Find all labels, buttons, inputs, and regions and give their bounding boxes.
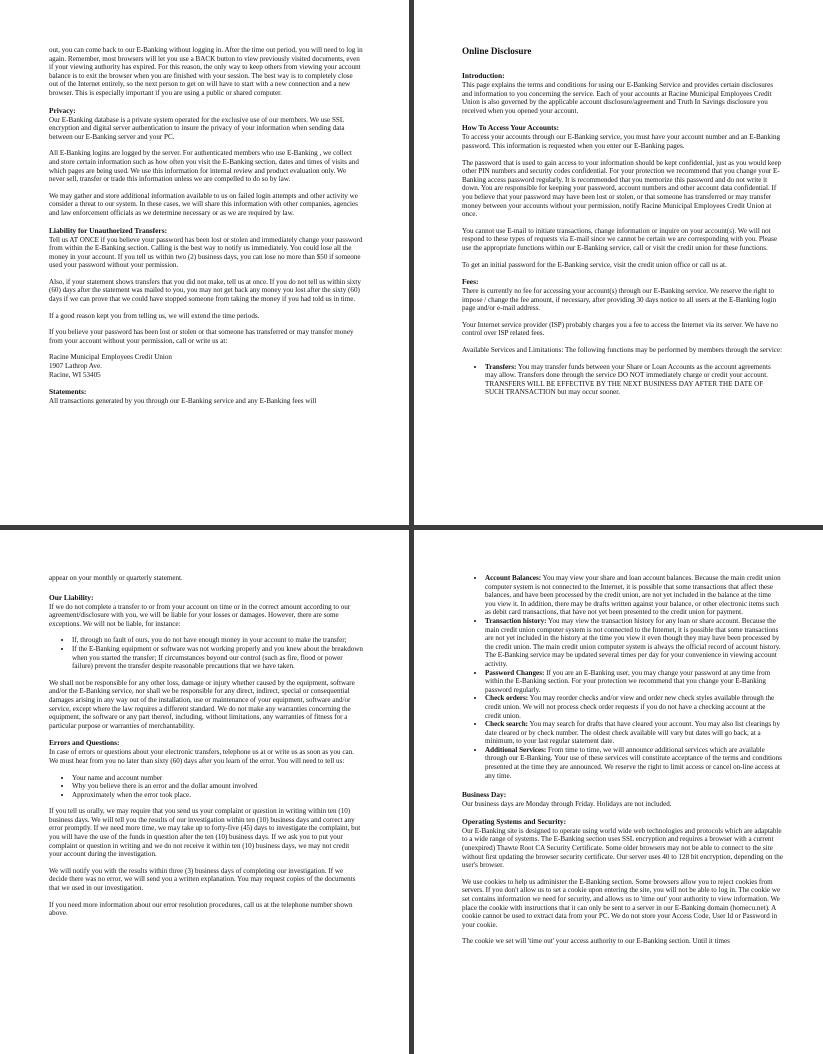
service-label: Additional Services: bbox=[485, 745, 547, 754]
list-item bbox=[485, 746, 783, 780]
list-item: • If the E-Banking equipment or software was not working properly and you knew about the breakdown when you started the transfer; If circumstances beyond our control (such as fire, flood or power failure) prevent the transfer despite reasonable precautions that we have taken. bbox=[72, 645, 363, 671]
business-day-heading: Business Day: bbox=[462, 790, 507, 800]
address-line: Racine, WI 53405 bbox=[49, 370, 101, 379]
document-page-3 bbox=[0, 530, 409, 1054]
service-text: If you are an E-Banking user, you may change your password at any time from within the E-Banking section. For your protection we recommend that you change your E-Banking password regularly. bbox=[485, 668, 771, 694]
document-page-4 bbox=[414, 530, 823, 1054]
fees-heading: Fees: bbox=[462, 277, 479, 287]
statements-paragraph: All transactions generated by you through our E-Banking service and any E-Banking fees will bbox=[49, 397, 317, 406]
errors-paragraph-3: We will notify you with the results within three (3) business days of completing our investigation. If we decide there was no error, we will send you a written explanation. You may request copies of the documents that we used in our investigation. bbox=[49, 866, 356, 893]
liability-paragraph-2: Also, if your statement shows transfers that you did not make, tell us at once. If you do not tell us within sixty (60) days after the statement was mailed to you, you may not get back any money you lost after the sixty (60) days if we can prove that we could have stopped someone from taking the money if you had told us in time. bbox=[49, 277, 361, 304]
access-paragraph-4: To get an initial password for the E-Banking service, visit the credit union office or call us at. bbox=[462, 260, 727, 269]
privacy-heading: Privacy: bbox=[49, 105, 76, 115]
address-line: Racine Municipal Employees Credit Union bbox=[49, 353, 172, 362]
document-page-2 bbox=[414, 0, 823, 525]
liability-paragraph-3: If a good reason kept you from telling us, we will extend the time periods. bbox=[49, 311, 260, 320]
page-title: Online Disclosure bbox=[462, 46, 532, 56]
document-page-1 bbox=[0, 0, 409, 525]
service-label: Password Changes: bbox=[485, 668, 545, 677]
service-text: You may search for drafts that have cleared your account. You may also list clearings by date cleared or by check number. The oldest check available will vary but dates will go back, at a minimum, to your last regular statement date. bbox=[485, 720, 780, 746]
introduction-paragraph: This page explains the terms and conditions for using our E-Banking Service and provides certain disclosures and information to you concerning the service. Each of your accounts at Racine Municipal Employees Credit Union is also governed by the applicable account disclosure/agreement and Truth In Savings disclosure you received when you opened your account. bbox=[462, 81, 774, 115]
privacy-paragraph-3: We may gather and store additional information available to us on failed login attempts and other activity we consider a threat to our system. In these cases, we will share this information with other companies, agencies and law enforcement officials as we determine necessary or as we are required by law. bbox=[49, 191, 358, 217]
service-label: Transfers: bbox=[485, 362, 517, 371]
errors-paragraph-1: In case of errors or questions about your electronic transfers, telephone us at or write us as soon as you can. We must hear from you no later than sixty (60) days after you learn of the error. You will need to tell us: bbox=[49, 748, 354, 765]
security-paragraph-1: Our E-Banking site is designed to operate using world wide web technologies and protocols which are adaptable to a wide range of systems. The E-Banking section uses SSL encryption and requires a browser with a current (unexpired) Thawte Root CA Security Certificate. Some older browsers may not be able to connect to the site without first updating the browser security certificate. Our server uses 40 to 128 bit encryption, depending on the user's browser. bbox=[462, 826, 783, 870]
our-liability-paragraph-1: If we do not complete a transfer to or from your account on time or in the correct amount according to our agreement/disclosure with you, we will be liable for your losses or damages. However, there are some exceptions. We will not be liable, for instance: bbox=[49, 602, 351, 628]
our-liability-heading: Our Liability: bbox=[49, 592, 94, 602]
security-paragraph-2: We use cookies to help us administer the E-Banking section. Some browsers allow you to reject cookies from servers. If you don't allow us to set a cookie upon entering the site, you will not be able to log in. The cookie we set contains information we need for security, and allows us to 'time out' your authority to view information. We place the cookie with instructions that it can only be sent to a server in our E-Banking domain (homecu.net). A cookie cannot be used to extract data from your PC. We do not store your Access Code, User Id or Password in your cookie. bbox=[462, 877, 781, 929]
access-paragraph-1: To access your accounts through our E-Banking service, you must have your account number and an E-Banking password. This information is requested when you enter our E-Banking pages. bbox=[462, 133, 781, 150]
exceptions-list bbox=[49, 636, 363, 670]
access-heading: How To Access Your Accounts: bbox=[462, 123, 559, 133]
address-line: 1907 Lathrop Ave. bbox=[49, 362, 102, 371]
service-label: Check search: bbox=[485, 720, 529, 729]
security-heading: Operating Systems and Security: bbox=[462, 816, 567, 826]
liability-heading: Liability for Unauthorized Transfers: bbox=[49, 225, 168, 235]
service-text: You may reorder checks and/or view and order new check styles available through the credit union. We will not process check order requests if you do not have a checking account at the credit union. bbox=[485, 694, 775, 720]
services-list bbox=[462, 363, 783, 397]
service-text: From time to time, we will announce additional services which are available through our E-Banking. Your use of these services will constitute acceptance of the terms and conditions presented at the time they are announced. We reserve the right to limit access or cancel on-line access at any time. bbox=[485, 745, 782, 780]
statements-heading: Statements: bbox=[49, 387, 87, 397]
mailing-address bbox=[49, 353, 363, 379]
privacy-paragraph-2: All E-Banking logins are logged by the server. For authenticated members who use E-Banking , we collect and store certain information such as how often you visit the E-Banking section, dates and times of visits and which pages are being used. We use this information for internal review and product evaluation only. We never sell, transfer or trade this information unless we are compelled to do so by law. bbox=[49, 149, 359, 184]
our-liability-paragraph-2: We shall not be responsible for any other loss, damage or injury whether caused by the equipment, software and/or the E-Banking service, nor shall we be responsible for any direct, indirect, special or consequential damages arising in any way out of the installation, use or maintenance of your equipment, software and/or service, except where the law requires a different standard. We do not make any warranties concerning the equipment, the software or any part thereof, including, without limitations, any warranties of fitness for a particular purpose or warranties of merchantability. bbox=[49, 678, 355, 730]
list-item bbox=[485, 574, 783, 617]
liability-paragraph-1: Tell us AT ONCE if you believe your password has been lost or stolen and immediately change your password from within the E-Banking section. Calling is the best way to notify us immediately. You could lose all the money in your account. If you tell us within two (2) business days, you can lose no more than $50 if someone used your password without your permission. bbox=[49, 235, 363, 270]
introduction-heading: Introduction: bbox=[462, 71, 505, 80]
service-label: Account Balances: bbox=[485, 574, 542, 582]
errors-heading: Errors and Questions: bbox=[49, 738, 120, 748]
access-paragraph-2: The password that is used to gain access to your information should be kept confidential, just as you would keep other PIN numbers and security codes confidential. For your protection we recommend that you change your E-Banking access password regularly. It is recommended that you memorize this password and do not write it down. You are responsible for keeping your password, account numbers and other account data confidential. If you believe that your password may have been lost or stolen, or that someone has transferred or may transfer money between your accounts without your permission, notify Racine Municipal Employees Credit Union at once. bbox=[462, 158, 782, 219]
timeout-paragraph: out, you can come back to our E-Banking without logging in. After the time out period, you will need to log in again. Remember, most browsers will let you use a BACK button to view previously visited documents, even if your viewing authority has expired. For this reason, the only way to keep others from viewing your account balance is to exit the browser when you are finished with your session. The best way is to completely close out of the Internet entirely, so the next person to get on will have to start with a new connection and a new browser. This is especially important if you are using a public or shared computer. bbox=[49, 46, 363, 97]
service-text: You may view your share and loan account balances. Because the main credit union computer system is not connected to the Internet, it is possible that some transactions that affect these balances, and have been processed by the credit union, are not yet included in the balance at the time you view it. In addition, there may be drafts written against your balance, or other electronic items such as debit card transactions, that have not yet been presented to the credit union for payment. bbox=[485, 574, 781, 617]
list-item: • Approximately when the error took place. bbox=[72, 791, 363, 800]
list-item bbox=[485, 363, 783, 397]
fees-paragraph-2: Your Internet service provider (ISP) probably charges you a fee to access the Internet via its server. We have no control over ISP related fees. bbox=[462, 320, 778, 338]
statement-continuation: appear on your monthly or quarterly statement. bbox=[49, 574, 183, 582]
liability-paragraph-4: If you believe your password has been lost or stolen or that someone has transferred or may transfer money from your account without your permission, call or write us at: bbox=[49, 328, 354, 345]
service-text: You may transfer funds between your Share or Loan Accounts as the account agreements may allow. Transfers done through the service DO NOT immediately charge or credit your account. TRANSFERS WILL BE EFFECTIVE BY THE NEXT BUSINESS DAY AFTER THE DATE OF SUCH TRANSACTION but may occur sooner. bbox=[485, 362, 771, 397]
service-text: You may view the transaction history for any loan or share account. Because the main credit union computer system is not connected to the Internet, it is possible that some transactions are not yet included in the history at the time you view it even though they may have been processed by the credit union. The main credit union computer system is always the official record of account history. The E-Banking service may be updated several times per day for your convenience in viewing account activity. bbox=[485, 616, 781, 668]
business-day-paragraph: Our business days are Monday through Friday. Holidays are not included. bbox=[462, 800, 672, 809]
service-label: Check orders: bbox=[485, 694, 529, 703]
list-item bbox=[485, 669, 783, 695]
errors-paragraph-2: If you tell us orally, we may require that you send us your complaint or question in writing within ten (10) business days. We will tell you the results of our investigation within ten (10) business days and correct any error promptly. If we need more time, we may take up to forty-five (45) days to investigate the complaint, but you will have the use of the funds in question after the ten (10) business days. If we ask you to put your complaint or question in writing and we do not receive it within ten (10) business days, we may not credit your account during the investigation. bbox=[49, 807, 361, 859]
security-paragraph-3: The cookie we set will 'time out' your access authority to our E-Banking section. Until it times bbox=[462, 937, 730, 946]
list-item bbox=[485, 694, 783, 720]
list-item bbox=[485, 720, 783, 746]
list-item bbox=[485, 617, 783, 669]
service-label: Transaction history: bbox=[485, 616, 547, 625]
services-intro: Available Services and Limitations: The following functions may be performed by members through the service: bbox=[462, 346, 783, 355]
list-item: • Your name and account number bbox=[72, 774, 363, 783]
errors-paragraph-4: If you need more information about our error resolution procedures, call us at the telephone number shown above. bbox=[49, 900, 353, 918]
services-list-continued bbox=[462, 574, 783, 780]
list-item: • If, through no fault of ours, you do not have enough money in your account to make the transfer; bbox=[72, 636, 363, 645]
privacy-paragraph-1: Our E-Banking database is a private system operated for the exclusive use of our members. We use SSL encryption and digital server authentication to insure the privacy of your information when sending data between our E-Banking server and your PC. bbox=[49, 115, 345, 141]
access-paragraph-3: You cannot use E-mail to initiate transactions, change information or inquire on your account(s). We will not respond to these types of requests via E-mail since we cannot be certain we are corresponding with you. Please use the appropriate functions within our E-Banking service, call or visit the credit union for these functions. bbox=[462, 226, 777, 252]
fees-paragraph-1: There is currently no fee for accessing your account(s) through our E-Banking service. We reserve the right to impose / change the fee amount, if necessary, after providing 30 days notice to all users at the E-Banking login page and/or e-mail address. bbox=[462, 287, 777, 313]
tell-us-list bbox=[49, 774, 363, 800]
list-item: • Why you believe there is an error and the dollar amount involved bbox=[72, 782, 363, 791]
